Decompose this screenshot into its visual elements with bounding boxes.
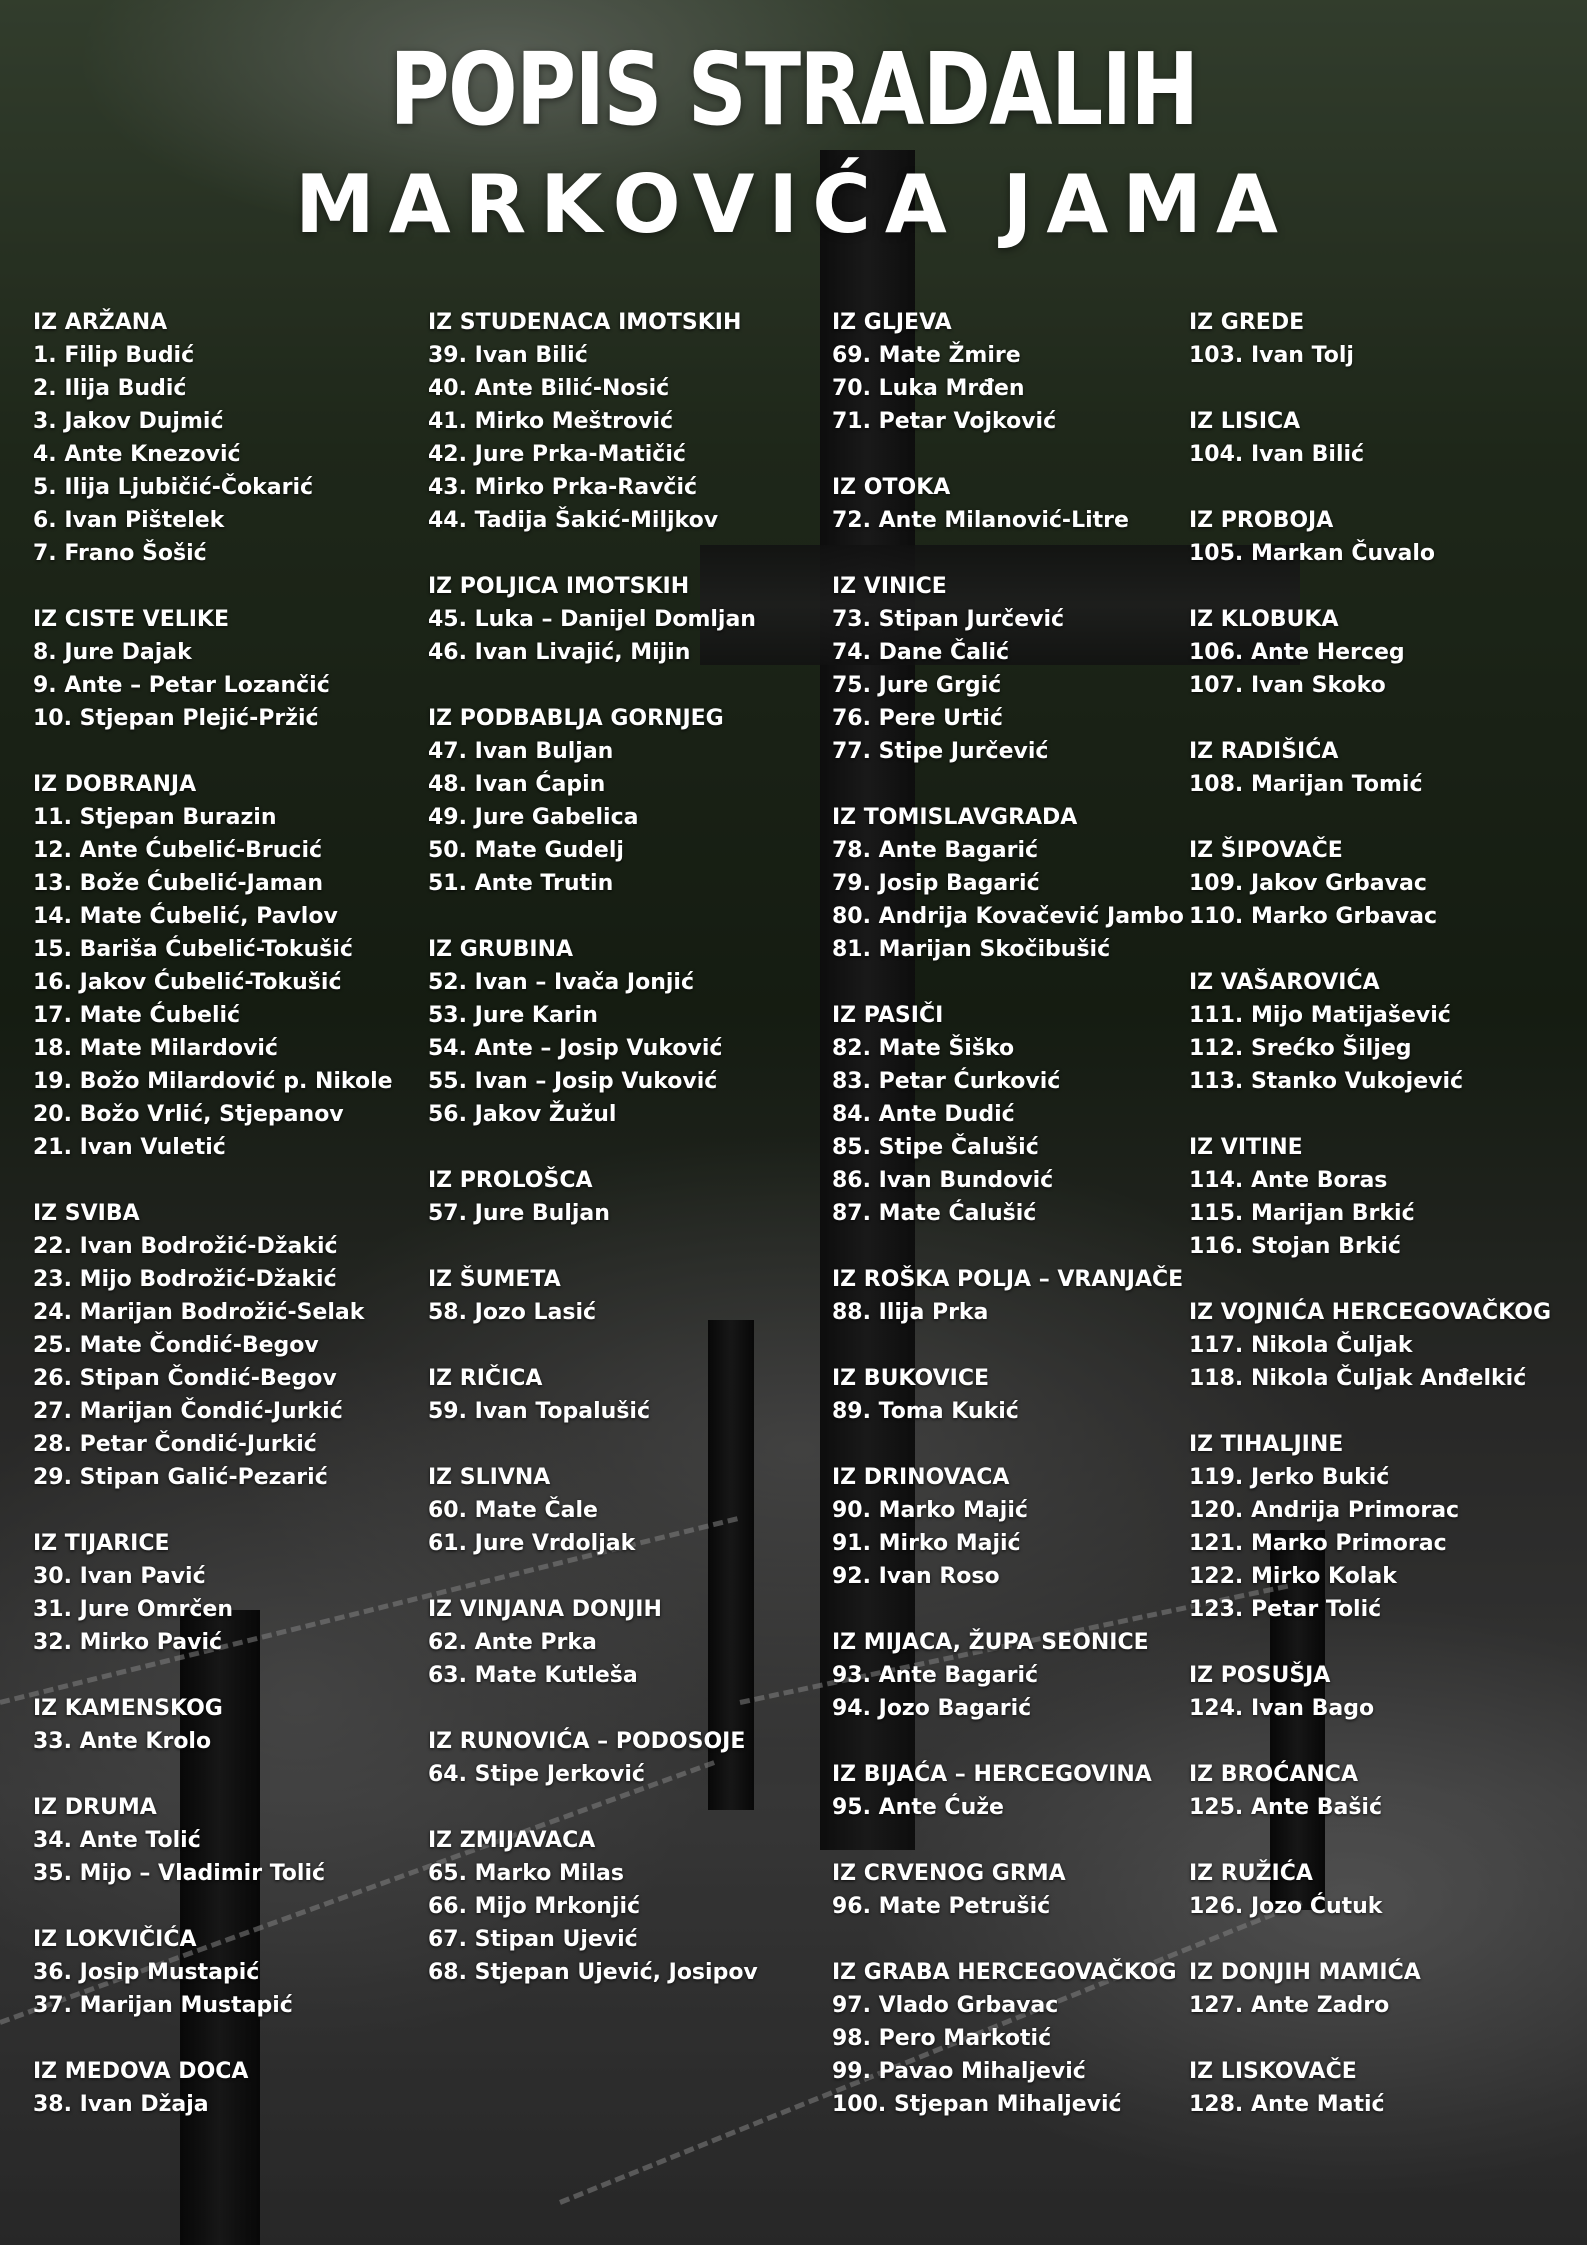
- victim-entry: 75. Jure Grgić: [832, 673, 1002, 698]
- victim-entry: 98. Pero Markotić: [832, 2026, 1052, 2051]
- page-subtitle: MARKOVIĆA JAMA: [295, 158, 1292, 251]
- place-group: [33, 306, 393, 570]
- victim-entry: 16. Jakov Ćubelić-Tokušić: [33, 970, 342, 995]
- victim-entry: 14. Mate Ćubelić, Pavlov: [33, 904, 338, 929]
- victim-entry: 121. Marko Primorac: [1189, 1531, 1447, 1556]
- place-group: [1189, 1296, 1551, 1395]
- place-heading: IZ GRUBINA: [428, 937, 574, 962]
- victim-entry: 89. Toma Kukić: [832, 1399, 1019, 1424]
- place-group: [33, 1791, 393, 1890]
- victim-entry: 38. Ivan Džaja: [33, 2092, 209, 2117]
- place-group: [1189, 306, 1551, 372]
- victim-entry: 95. Ante Ćuže: [832, 1795, 1004, 1820]
- place-heading: IZ CISTE VELIKE: [33, 607, 230, 632]
- place-group: [33, 1923, 393, 2022]
- place-group: [1189, 1131, 1551, 1263]
- victim-entry: 56. Jakov Žužul: [428, 1102, 617, 1127]
- victim-entry: 87. Mate Ćalušić: [832, 1201, 1037, 1226]
- place-heading: IZ ZMIJAVACA: [428, 1828, 596, 1853]
- victim-entry: 46. Ivan Livajić, Mijin: [428, 640, 691, 665]
- victim-entry: 78. Ante Bagarić: [832, 838, 1039, 863]
- place-group: [832, 1626, 1184, 1725]
- victim-entry: 25. Mate Čondić-Begov: [33, 1333, 319, 1358]
- victim-entry: 118. Nikola Čuljak Anđelkić: [1189, 1366, 1527, 1391]
- victim-entry: 51. Ante Trutin: [428, 871, 614, 896]
- place-group: [1189, 1956, 1551, 2022]
- place-heading: IZ ŠUMETA: [428, 1267, 561, 1292]
- place-heading: IZ GREDE: [1189, 310, 1305, 335]
- place-heading: IZ OTOKA: [832, 475, 951, 500]
- place-group: [1189, 1758, 1551, 1824]
- victim-entry: 44. Tadija Šakić-Miljkov: [428, 508, 719, 533]
- victim-entry: 13. Bože Ćubelić-Jaman: [33, 871, 324, 896]
- place-group: [428, 1824, 758, 1989]
- place-heading: IZ ARŽANA: [33, 310, 168, 335]
- victims-column-2: [428, 306, 758, 2022]
- victim-entry: 126. Jozo Ćutuk: [1189, 1894, 1383, 1919]
- victim-entry: 65. Marko Milas: [428, 1861, 624, 1886]
- victim-entry: 91. Mirko Majić: [832, 1531, 1021, 1556]
- victim-entry: 71. Petar Vojković: [832, 409, 1057, 434]
- victim-entry: 5. Ilija Ljubičić-Čokarić: [33, 475, 314, 500]
- victim-entry: 55. Ivan – Josip Vuković: [428, 1069, 718, 1094]
- place-group: [428, 933, 758, 1131]
- page-title: POPIS STRADALIH: [389, 31, 1198, 148]
- place-group: [1189, 834, 1551, 933]
- place-heading: IZ DOBRANJA: [33, 772, 197, 797]
- victim-entry: 7. Frano Šošić: [33, 541, 207, 566]
- place-group: [33, 768, 393, 1164]
- place-heading: IZ VAŠAROVIĆA: [1189, 970, 1380, 995]
- place-group: [33, 603, 393, 735]
- victim-entry: 53. Jure Karin: [428, 1003, 598, 1028]
- place-heading: IZ LISICA: [1189, 409, 1301, 434]
- victim-entry: 128. Ante Matić: [1189, 2092, 1385, 2117]
- victim-entry: 8. Jure Dajak: [33, 640, 192, 665]
- place-heading: IZ RADIŠIĆA: [1189, 739, 1339, 764]
- victims-column-3: [832, 306, 1184, 2154]
- victim-entry: 109. Jakov Grbavac: [1189, 871, 1427, 896]
- victim-entry: 49. Jure Gabelica: [428, 805, 639, 830]
- place-group: [33, 2055, 393, 2121]
- place-group: [832, 1758, 1184, 1824]
- victim-entry: 97. Vlado Grbavac: [832, 1993, 1059, 2018]
- victim-entry: 124. Ivan Bago: [1189, 1696, 1375, 1721]
- place-group: [428, 1263, 758, 1329]
- victim-entry: 127. Ante Zadro: [1189, 1993, 1390, 2018]
- victim-entry: 103. Ivan Tolj: [1189, 343, 1354, 368]
- victim-entry: 73. Stipan Jurčević: [832, 607, 1065, 632]
- place-heading: IZ MEDOVA DOCA: [33, 2059, 249, 2084]
- place-heading: IZ VINICE: [832, 574, 947, 599]
- place-heading: IZ MIJACA, ŽUPA SEONICE: [832, 1630, 1149, 1655]
- victim-entry: 33. Ante Krolo: [33, 1729, 212, 1754]
- victims-column-1: [33, 306, 393, 2154]
- victim-entry: 66. Mijo Mrkonjić: [428, 1894, 641, 1919]
- place-group: [33, 1197, 393, 1494]
- place-heading: IZ TIHALJINE: [1189, 1432, 1344, 1457]
- victim-entry: 83. Petar Ćurković: [832, 1069, 1061, 1094]
- place-group: [1189, 1428, 1551, 1626]
- place-group: [832, 801, 1184, 966]
- victim-entry: 96. Mate Petrušić: [832, 1894, 1051, 1919]
- victim-entry: 21. Ivan Vuletić: [33, 1135, 226, 1160]
- victim-entry: 115. Marijan Brkić: [1189, 1201, 1415, 1226]
- victim-entry: 62. Ante Prka: [428, 1630, 597, 1655]
- victim-entry: 19. Božo Milardović p. Nikole: [33, 1069, 393, 1094]
- victim-entry: 4. Ante Knezović: [33, 442, 241, 467]
- victim-entry: 112. Srećko Šiljeg: [1189, 1036, 1412, 1061]
- victim-entry: 31. Jure Omrčen: [33, 1597, 234, 1622]
- victim-entry: 10. Stjepan Plejić-Pržić: [33, 706, 319, 731]
- victim-entry: 45. Luka – Danijel Domljan: [428, 607, 756, 632]
- victim-entry: 35. Mijo – Vladimir Tolić: [33, 1861, 326, 1886]
- place-heading: IZ STUDENACA IMOTSKIH: [428, 310, 742, 335]
- victim-entry: 23. Mijo Bodrožić-Džakić: [33, 1267, 337, 1292]
- place-group: [1189, 735, 1551, 801]
- victim-entry: 93. Ante Bagarić: [832, 1663, 1039, 1688]
- victim-entry: 100. Stjepan Mihaljević: [832, 2092, 1122, 2117]
- victim-entry: 2. Ilija Budić: [33, 376, 187, 401]
- victim-entry: 79. Josip Bagarić: [832, 871, 1040, 896]
- place-group: [428, 306, 758, 537]
- victim-entry: 18. Mate Milardović: [33, 1036, 278, 1061]
- place-group: [428, 702, 758, 900]
- place-heading: IZ DONJIH MAMIĆA: [1189, 1960, 1421, 1985]
- victim-entry: 105. Markan Čuvalo: [1189, 541, 1435, 566]
- victim-entry: 123. Petar Tolić: [1189, 1597, 1382, 1622]
- victim-entry: 90. Marko Majić: [832, 1498, 1028, 1523]
- place-group: [428, 1725, 758, 1791]
- place-group: [832, 1956, 1184, 2121]
- place-heading: IZ ŠIPOVAČE: [1189, 838, 1343, 863]
- place-heading: IZ POLJICA IMOTSKIH: [428, 574, 690, 599]
- place-group: [832, 570, 1184, 768]
- place-heading: IZ ROŠKA POLJA – VRANJAČE: [832, 1267, 1184, 1292]
- victim-entry: 125. Ante Bašić: [1189, 1795, 1383, 1820]
- victim-entry: 39. Ivan Bilić: [428, 343, 588, 368]
- victim-entry: 76. Pere Urtić: [832, 706, 1003, 731]
- place-heading: IZ LISKOVAČE: [1189, 2059, 1357, 2084]
- place-group: [428, 1593, 758, 1692]
- victim-entry: 114. Ante Boras: [1189, 1168, 1388, 1193]
- victim-entry: 17. Mate Ćubelić: [33, 1003, 241, 1028]
- victim-entry: 117. Nikola Čuljak: [1189, 1333, 1413, 1358]
- place-heading: IZ BUKOVICE: [832, 1366, 989, 1391]
- victim-entry: 42. Jure Prka-Matičić: [428, 442, 686, 467]
- place-heading: IZ GLJEVA: [832, 310, 952, 335]
- victim-entry: 67. Stipan Ujević: [428, 1927, 638, 1952]
- place-heading: IZ PASIČI: [832, 1003, 944, 1028]
- victim-entry: 37. Marijan Mustapić: [33, 1993, 293, 2018]
- victim-entry: 27. Marijan Čondić-Jurkić: [33, 1399, 343, 1424]
- victim-entry: 70. Luka Mrđen: [832, 376, 1025, 401]
- victim-entry: 94. Jozo Bagarić: [832, 1696, 1032, 1721]
- place-heading: IZ VINJANA DONJIH: [428, 1597, 662, 1622]
- place-heading: IZ LOKVIČIĆA: [33, 1927, 197, 1952]
- place-heading: IZ TOMISLAVGRADA: [832, 805, 1078, 830]
- victim-entry: 122. Mirko Kolak: [1189, 1564, 1397, 1589]
- victim-entry: 32. Mirko Pavić: [33, 1630, 223, 1655]
- victim-entry: 77. Stipe Jurčević: [832, 739, 1049, 764]
- victim-entry: 120. Andrija Primorac: [1189, 1498, 1460, 1523]
- place-heading: IZ PROBOJA: [1189, 508, 1334, 533]
- place-heading: IZ DRUMA: [33, 1795, 157, 1820]
- place-group: [1189, 1857, 1551, 1923]
- victim-entry: 116. Stojan Brkić: [1189, 1234, 1401, 1259]
- place-group: [1189, 405, 1551, 471]
- victim-entry: 57. Jure Buljan: [428, 1201, 610, 1226]
- victim-entry: 88. Ilija Prka: [832, 1300, 989, 1325]
- place-group: [1189, 1659, 1551, 1725]
- place-group: [428, 1362, 758, 1428]
- victim-entry: 106. Ante Herceg: [1189, 640, 1405, 665]
- victim-entry: 50. Mate Gudelj: [428, 838, 624, 863]
- place-group: [832, 1263, 1184, 1329]
- place-heading: IZ RUNOVIĆA – PODOSOJE: [428, 1729, 746, 1754]
- victim-entry: 47. Ivan Buljan: [428, 739, 614, 764]
- victim-entry: 60. Mate Čale: [428, 1498, 598, 1523]
- victim-entry: 119. Jerko Bukić: [1189, 1465, 1390, 1490]
- victim-entry: 64. Stipe Jerković: [428, 1762, 645, 1787]
- victim-entry: 20. Božo Vrlić, Stjepanov: [33, 1102, 344, 1127]
- victim-entry: 113. Stanko Vukojević: [1189, 1069, 1464, 1094]
- victim-entry: 41. Mirko Meštrović: [428, 409, 674, 434]
- victim-entry: 6. Ivan Pištelek: [33, 508, 225, 533]
- place-heading: IZ BIJAĆA – HERCEGOVINA: [832, 1762, 1152, 1787]
- victim-entry: 24. Marijan Bodrožić-Selak: [33, 1300, 365, 1325]
- victim-entry: 68. Stjepan Ujević, Josipov: [428, 1960, 758, 1985]
- victim-entry: 63. Mate Kutleša: [428, 1663, 638, 1688]
- place-group: [1189, 2055, 1551, 2121]
- victim-entry: 81. Marijan Skočibušić: [832, 937, 1111, 962]
- victim-entry: 36. Josip Mustapić: [33, 1960, 260, 1985]
- place-group: [33, 1527, 393, 1659]
- place-heading: IZ DRINOVACA: [832, 1465, 1010, 1490]
- victim-entry: 111. Mijo Matijašević: [1189, 1003, 1451, 1028]
- place-group: [428, 570, 758, 669]
- victim-entry: 58. Jozo Lasić: [428, 1300, 597, 1325]
- place-group: [1189, 966, 1551, 1098]
- place-heading: IZ KAMENSKOG: [33, 1696, 223, 1721]
- victim-entry: 30. Ivan Pavić: [33, 1564, 206, 1589]
- victim-entry: 52. Ivan – Ivača Jonjić: [428, 970, 694, 995]
- victim-entry: 85. Stipe Čalušić: [832, 1135, 1039, 1160]
- victim-entry: 3. Jakov Dujmić: [33, 409, 224, 434]
- place-group: [1189, 504, 1551, 570]
- victim-entry: 61. Jure Vrdoljak: [428, 1531, 636, 1556]
- victim-entry: 110. Marko Grbavac: [1189, 904, 1438, 929]
- victim-entry: 48. Ivan Ćapin: [428, 772, 606, 797]
- place-heading: IZ CRVENOG GRMA: [832, 1861, 1066, 1886]
- victim-entry: 69. Mate Žmire: [832, 343, 1021, 368]
- place-group: [33, 1692, 393, 1758]
- place-group: [428, 1164, 758, 1230]
- place-group: [832, 999, 1184, 1230]
- victim-entry: 15. Bariša Ćubelić-Tokušić: [33, 937, 353, 962]
- victim-entry: 43. Mirko Prka-Ravčić: [428, 475, 698, 500]
- place-group: [832, 471, 1184, 537]
- place-heading: IZ RIČICA: [428, 1366, 543, 1391]
- victim-entry: 104. Ivan Bilić: [1189, 442, 1365, 467]
- victim-entry: 99. Pavao Mihaljević: [832, 2059, 1086, 2084]
- place-heading: IZ BROĆANCA: [1189, 1762, 1358, 1787]
- place-heading: IZ VITINE: [1189, 1135, 1303, 1160]
- place-heading: IZ PODBABLJA GORNJEG: [428, 706, 724, 731]
- place-heading: IZ PROLOŠCA: [428, 1168, 593, 1193]
- victim-entry: 12. Ante Ćubelić-Brucić: [33, 838, 323, 863]
- place-heading: IZ SLIVNA: [428, 1465, 551, 1490]
- victim-entry: 29. Stipan Galić-Pezarić: [33, 1465, 328, 1490]
- victim-entry: 11. Stjepan Burazin: [33, 805, 277, 830]
- victim-entry: 80. Andrija Kovačević Jambo: [832, 904, 1184, 929]
- victim-entry: 72. Ante Milanović-Litre: [832, 508, 1129, 533]
- victim-entry: 74. Dane Čalić: [832, 640, 1010, 665]
- place-group: [1189, 603, 1551, 702]
- victim-entry: 84. Ante Dudić: [832, 1102, 1015, 1127]
- place-heading: IZ RUŽIĆA: [1189, 1861, 1313, 1886]
- place-heading: IZ SVIBA: [33, 1201, 140, 1226]
- victim-entry: 86. Ivan Bundović: [832, 1168, 1054, 1193]
- place-heading: IZ TIJARICE: [33, 1531, 170, 1556]
- place-group: [832, 1362, 1184, 1428]
- victim-entry: 40. Ante Bilić-Nosić: [428, 376, 670, 401]
- place-group: [832, 1857, 1184, 1923]
- place-heading: IZ POSUŠJA: [1189, 1663, 1331, 1688]
- victim-entry: 92. Ivan Roso: [832, 1564, 1000, 1589]
- victim-entry: 82. Mate Šiško: [832, 1036, 1015, 1061]
- victim-entry: 9. Ante – Petar Lozančić: [33, 673, 330, 698]
- place-group: [428, 1461, 758, 1560]
- victim-entry: 107. Ivan Skoko: [1189, 673, 1386, 698]
- place-group: [832, 1461, 1184, 1593]
- place-heading: IZ KLOBUKA: [1189, 607, 1339, 632]
- place-heading: IZ VOJNIĆA HERCEGOVAČKOG: [1189, 1300, 1552, 1325]
- victims-column-4: [1189, 306, 1551, 2154]
- victim-entry: 22. Ivan Bodrožić-Džakić: [33, 1234, 338, 1259]
- place-group: [832, 306, 1184, 438]
- victim-entry: 26. Stipan Čondić-Begov: [33, 1366, 337, 1391]
- victim-entry: 54. Ante – Josip Vuković: [428, 1036, 723, 1061]
- victim-entry: 34. Ante Tolić: [33, 1828, 201, 1853]
- victim-entry: 28. Petar Čondić-Jurkić: [33, 1432, 317, 1457]
- victim-entry: 1. Filip Budić: [33, 343, 195, 368]
- place-heading: IZ GRABA HERCEGOVAČKOG: [832, 1960, 1177, 1985]
- victim-entry: 108. Marijan Tomić: [1189, 772, 1423, 797]
- victim-entry: 59. Ivan Topalušić: [428, 1399, 650, 1424]
